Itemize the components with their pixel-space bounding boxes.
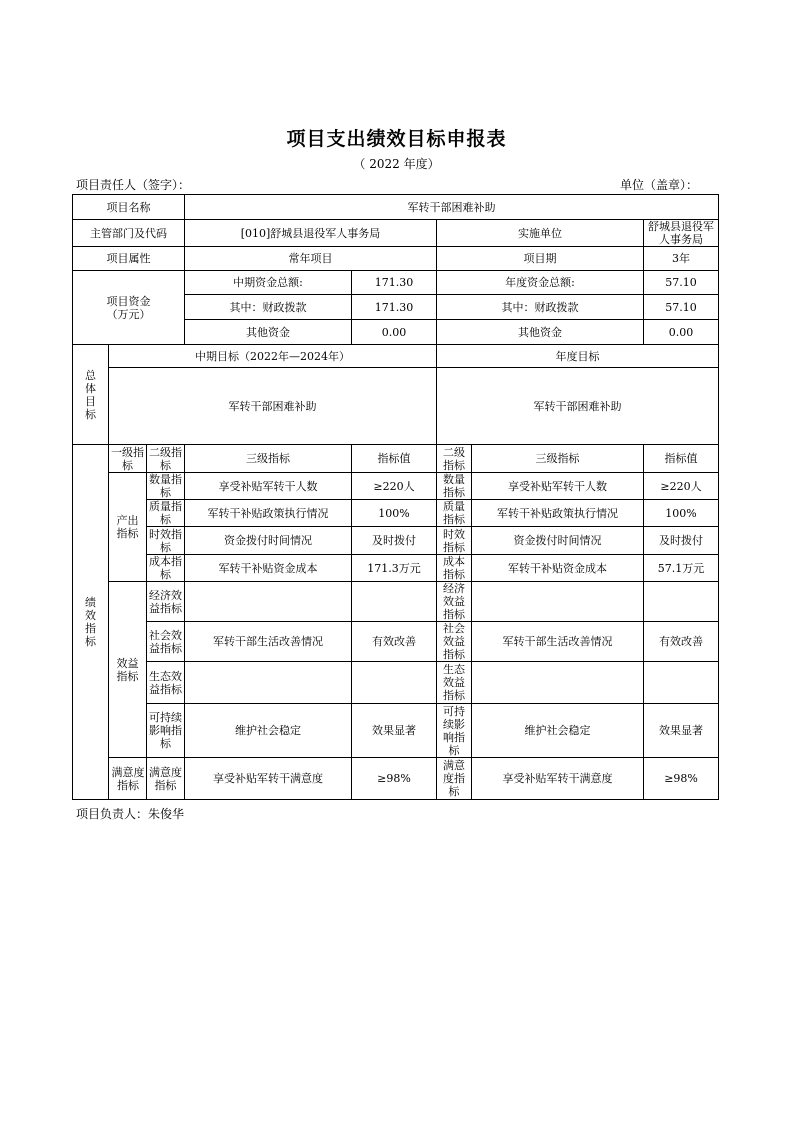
project-name-value: 军转干部困难补助 [185,195,719,220]
mid-total-label: 中期资金总额: [185,271,352,295]
benefit-category [109,582,147,758]
sustainable-year-l2: 可持续影响指标 [437,704,472,758]
social-mid: 军转干部生活改善情况 [185,622,352,662]
quantity-l2: 数量指标 [147,473,185,500]
quality-year: 军转干补贴政策执行情况 [472,500,644,527]
timeliness-year-value: 及时拨付 [644,527,719,555]
satisfaction-category-text: 满意度指标 [111,765,145,792]
economic-l2: 经济效益指标 [147,582,185,622]
sustainable-l2: 可持续影响指标 [147,704,185,758]
impl-unit-value: 舒城县退役军人事务局 [644,220,719,247]
cost-year-value: 57.1万元 [644,555,719,582]
timeliness-year-l2: 时效指标 [437,527,472,555]
indicators-label [73,445,109,800]
social-year-l2: 社会效益指标 [437,622,472,662]
output-category [109,473,147,582]
year-fiscal-value: 57.10 [644,295,719,320]
year-total-value: 57.10 [644,271,719,295]
mid-fiscal-label: 其中：财政拨款 [185,295,352,320]
timeliness-mid: 资金拨付时间情况 [185,527,352,555]
year-goal-header: 年度目标 [437,345,719,368]
quality-year-value: 100% [644,500,719,527]
cost-l2: 成本指标 [147,555,185,582]
economic-mid-value [352,582,437,622]
output-category-text: 产出指标 [116,514,139,540]
value-header: 指标值 [352,445,437,473]
indicators-label-text: 绩效指标 [85,596,96,648]
ecological-mid-value [352,662,437,704]
overall-goal-label [73,345,109,445]
level1-header: 一级指标 [109,445,147,473]
sustainable-mid: 维护社会稳定 [185,704,352,758]
social-l2: 社会效益指标 [147,622,185,662]
project-attr-label: 项目属性 [73,247,185,271]
sustainable-year: 维护社会稳定 [472,704,644,758]
dept-value: [010]舒城县退役军人事务局 [185,220,437,247]
project-period-label: 项目期 [437,247,644,271]
mid-other-value: 0.00 [352,320,437,345]
economic-year [472,582,644,622]
year-level2-header: 二级指标 [437,445,472,473]
mid-goal-header: 中期目标（2022年—2024年） [109,345,437,368]
mid-goal-text: 军转干部困难补助 [109,368,437,445]
economic-mid [185,582,352,622]
satisfaction-category [109,758,147,800]
quality-mid-value: 100% [352,500,437,527]
economic-year-value [644,582,719,622]
year-value-header: 指标值 [644,445,719,473]
impl-unit-label: 实施单位 [437,220,644,247]
quality-year-l2: 质量指标 [437,500,472,527]
social-year-value: 有效改善 [644,622,719,662]
timeliness-l2: 时效指标 [147,527,185,555]
quantity-year-l2: 数量指标 [437,473,472,500]
project-attr-value: 常年项目 [185,247,437,271]
cost-year-l2: 成本指标 [437,555,472,582]
timeliness-mid-value: 及时拨付 [352,527,437,555]
cost-mid: 军转干补贴资金成本 [185,555,352,582]
ecological-mid [185,662,352,704]
overall-goal-label-text: 总体目标 [85,368,96,421]
timeliness-year: 资金拨付时间情况 [472,527,644,555]
year-other-label: 其他资金 [437,320,644,345]
cost-year: 军转干补贴资金成本 [472,555,644,582]
economic-year-l2: 经济效益指标 [437,582,472,622]
ecological-year-value [644,662,719,704]
project-period-value: 3年 [644,247,719,271]
mid-fiscal-value: 171.30 [352,295,437,320]
mid-total-value: 171.30 [352,271,437,295]
unit-seal-label: 单位（盖章）： [619,178,698,192]
satisfaction-l2: 满意度指标 [147,758,185,800]
ecological-year [472,662,644,704]
performance-target-form [72,194,719,800]
social-year: 军转干部生活改善情况 [472,622,644,662]
quantity-year-value: ≥220人 [644,473,719,500]
quantity-mid-value: ≥220人 [352,473,437,500]
satisfaction-year-value: ≥98% [644,758,719,800]
sustainable-year-value: 效果显著 [644,704,719,758]
project-name-label: 项目名称 [73,195,185,220]
page-title: 项目支出绩效目标申报表 [286,128,507,150]
funds-label-line2: （万元） [106,307,151,321]
year-total-label: 年度资金总额: [437,271,644,295]
level3-header: 三级指标 [185,445,352,473]
cost-mid-value: 171.3万元 [352,555,437,582]
year-fiscal-label: 其中：财政拨款 [437,295,644,320]
quality-l2: 质量指标 [147,500,185,527]
ecological-year-l2: 生态效益指标 [437,662,472,704]
year-other-value: 0.00 [644,320,719,345]
quality-mid: 军转干补贴政策执行情况 [185,500,352,527]
mid-other-label: 其他资金 [185,320,352,345]
satisfaction-year: 享受补贴军转干满意度 [472,758,644,800]
satisfaction-mid-value: ≥98% [352,758,437,800]
sustainable-mid-value: 效果显著 [352,704,437,758]
year-goal-text: 军转干部困难补助 [437,368,719,445]
benefit-category-text: 效益指标 [116,656,139,683]
quantity-mid: 享受补贴军转干人数 [185,473,352,500]
year-level3-header: 三级指标 [472,445,644,473]
dept-label: 主管部门及代码 [73,220,185,247]
funds-label [73,271,185,345]
quantity-year: 享受补贴军转干人数 [472,473,644,500]
satisfaction-year-l2: 满意度指标 [437,758,472,800]
project-lead: 项目负责人：朱俊华 [76,807,185,821]
responsible-signature-label: 项目责任人（签字）： [76,178,191,192]
ecological-l2: 生态效益指标 [147,662,185,704]
funds-label-line1: 项目资金 [106,294,151,308]
social-mid-value: 有效改善 [352,622,437,662]
satisfaction-mid: 享受补贴军转干满意度 [185,758,352,800]
report-year: （ 2022 年度） [353,157,440,171]
level2-header: 二级指标 [147,445,185,473]
